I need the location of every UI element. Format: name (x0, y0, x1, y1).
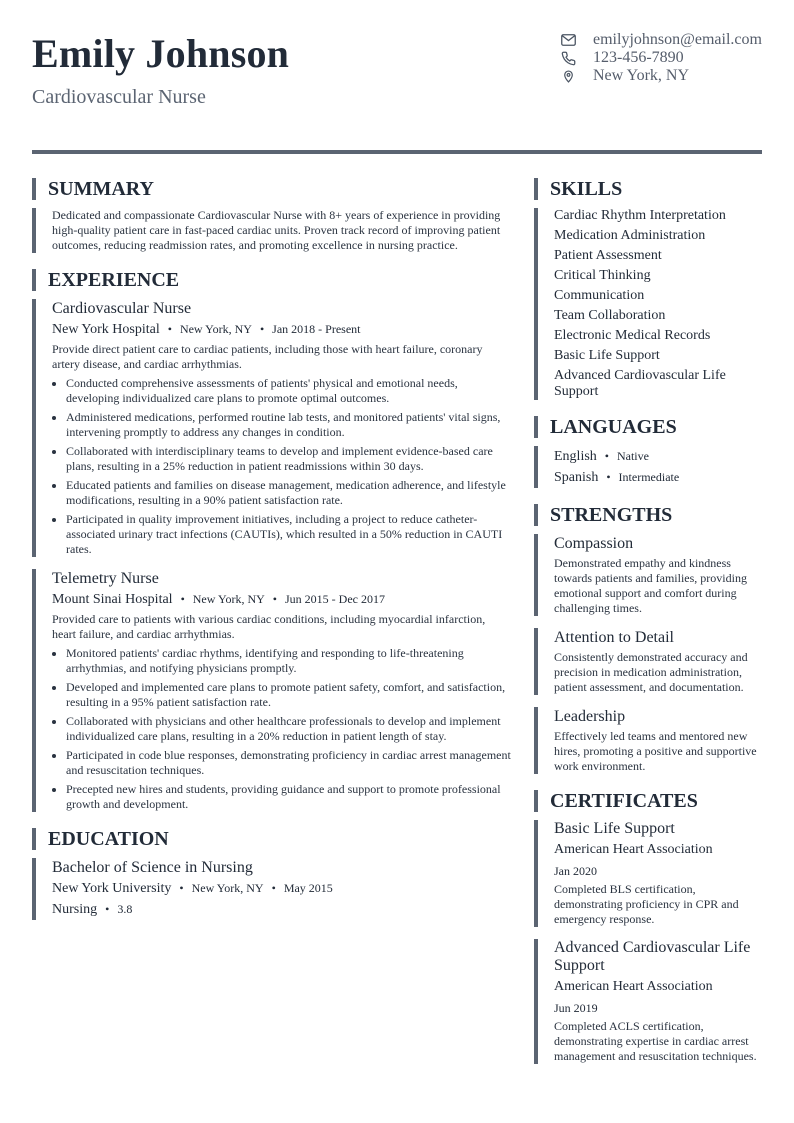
education-school: New York University (52, 881, 172, 896)
separator-dot: • (259, 322, 265, 336)
experience-entry (32, 299, 512, 557)
job-meta (52, 589, 512, 610)
job-meta (52, 319, 512, 340)
strength-text: Demonstrated empathy and kindness towards patients and families, providing emotional support and comfort during challenging times. (554, 556, 747, 615)
certificate-title: Advanced Cardiovascular Life Support (554, 939, 751, 974)
strength-entry (534, 707, 762, 774)
strength-text: Effectively led teams and mentored new hires, promoting a positive and supportive work environment. (554, 729, 757, 773)
language-level: Intermediate (618, 470, 680, 484)
separator-dot: • (180, 592, 185, 606)
resume-header (32, 0, 762, 152)
location-pin-icon (560, 68, 577, 84)
job-bullets (52, 376, 512, 557)
job-employer: New York Hospital (52, 322, 160, 337)
certificate-org: American Heart Association (554, 979, 713, 994)
certificate-text: Completed ACLS certification, demonstrating expertise in cardiac arrest management and resuscitation techniques. (554, 1019, 757, 1063)
education-degree: Bachelor of Science in Nursing (52, 859, 253, 876)
job-bullet: • Monitored patients' cardiac rhythms, identifying and responding to life-threatening arrhythmias, and notifying physicians promptly. (66, 646, 512, 676)
experience-heading: EXPERIENCE (32, 269, 512, 291)
envelope-icon (560, 32, 577, 48)
job-dates: Jun 2015 - Dec 2017 (284, 592, 385, 606)
certificate-entry (534, 820, 762, 927)
experience-entry (32, 569, 512, 812)
job-bullet: • Participated in code blue responses, demonstrating proficiency in cardiac arrest management and resuscitation techniques. (66, 748, 512, 778)
certificate-org: American Heart Association (554, 842, 713, 857)
location-text: New York, NY (593, 67, 690, 84)
skill-item: Patient Assessment (554, 248, 662, 263)
summary-text: Dedicated and compassionate Cardiovascular Nurse with 8+ years of experience in providing high-quality patient care in fast-paced cardiac units. Proven track record of improving patient outcomes, reducing readmission rates, and promoting excellence in nursing practice. (52, 208, 501, 252)
contact-email[interactable] (560, 31, 762, 49)
strength-entry (534, 534, 762, 616)
skill-item: Team Collaboration (554, 308, 666, 323)
education-date: May 2015 (283, 881, 333, 895)
candidate-title: Cardiovascular Nurse (32, 86, 206, 108)
education-field-row (52, 899, 512, 920)
education-entry (32, 858, 512, 920)
header-divider (32, 150, 762, 154)
job-location: New York, NY (192, 592, 265, 606)
certificate-title: Basic Life Support (554, 820, 675, 837)
job-bullets (52, 646, 512, 812)
skill-item: Advanced Cardiovascular Life Support (554, 368, 726, 399)
languages-list (534, 446, 762, 488)
strengths-heading: STRENGTHS (534, 504, 762, 526)
certificates-heading: CERTIFICATES (534, 790, 762, 812)
language-item (554, 467, 762, 488)
job-employer: Mount Sinai Hospital (52, 592, 173, 607)
job-bullet: • Administered medications, performed routine lab tests, and monitored patients' vital signs, intervening promptly to address any changes in condition. (66, 410, 512, 440)
right-column (534, 178, 762, 1064)
job-bullet: • Collaborated with interdisciplinary teams to develop and implement evidence-based care plans, resulting in a 25% reduction in patient readmissions within 30 days. (66, 444, 512, 474)
contact-phone[interactable] (560, 49, 762, 67)
education-heading: EDUCATION (32, 828, 512, 850)
education-gpa: 3.8 (117, 902, 133, 916)
contact-info (560, 31, 762, 85)
phone-icon (560, 50, 577, 66)
strength-title: Attention to Detail (554, 629, 674, 646)
job-bullet: • Participated in quality improvement initiatives, including a project to reduce catheter-associated urinary tract infections (CAUTIs), which resulted in a 50% reduction in CAUTI rates. (66, 512, 512, 557)
job-bullet: • Collaborated with physicians and other healthcare professionals to develop and implement individualized care plans, resulting in a 20% reduction in patient length of stay. (66, 714, 512, 744)
separator-dot: • (271, 881, 276, 895)
skill-item: Communication (554, 288, 645, 303)
certificate-date: Jun 2019 (554, 1001, 598, 1015)
email-text: emilyjohnson@email.com (593, 31, 762, 48)
education-meta (52, 878, 512, 899)
job-dates: Jan 2018 - Present (272, 322, 361, 336)
separator-dot: • (604, 449, 609, 463)
language-item (554, 446, 762, 467)
contact-location (560, 67, 762, 85)
resume-page (32, 0, 762, 1063)
skills-list (534, 208, 762, 400)
separator-dot: • (272, 592, 277, 606)
certificate-text: Completed BLS certification, demonstrating proficiency in CPR and emergency response. (554, 882, 739, 926)
candidate-name: Emily Johnson (32, 31, 290, 76)
strength-title: Leadership (554, 708, 626, 725)
skill-item: Electronic Medical Records (554, 328, 711, 343)
language-name: Spanish (554, 470, 599, 485)
skills-heading: SKILLS (534, 178, 762, 200)
strength-text: Consistently demonstrated accuracy and precision in medication administration, patient assessment, and documentation. (554, 650, 748, 694)
certificate-entry (534, 939, 762, 1064)
education-location: New York, NY (191, 881, 264, 895)
job-bullet: • Developed and implemented care plans to promote patient safety, comfort, and satisfaction, resulting in a 95% patient satisfaction rate. (66, 680, 512, 710)
job-bullet: • Precepted new hires and students, providing guidance and support to promote professional growth and development. (66, 782, 512, 812)
skill-item: Medication Administration (554, 228, 706, 243)
certificate-date: Jan 2020 (554, 864, 597, 878)
phone-text: 123-456-7890 (593, 49, 684, 66)
job-bullet: • Educated patients and families on disease management, medication adherence, and lifestyle modifications, resulting in a 90% patient satisfaction rate. (66, 478, 512, 508)
separator-dot: • (167, 322, 172, 336)
job-role: Telemetry Nurse (52, 570, 159, 587)
strength-title: Compassion (554, 535, 634, 552)
languages-heading: LANGUAGES (534, 416, 762, 438)
skill-item: Basic Life Support (554, 348, 660, 363)
left-column (32, 178, 512, 920)
summary-heading: SUMMARY (32, 178, 512, 200)
language-level: Native (616, 449, 649, 463)
skill-item: Critical Thinking (554, 268, 651, 283)
strength-entry (534, 628, 762, 695)
job-location: New York, NY (179, 322, 252, 336)
separator-dot: • (606, 470, 611, 484)
job-role: Cardiovascular Nurse (52, 300, 192, 317)
separator-dot: • (105, 902, 110, 916)
summary-section (32, 208, 512, 253)
language-name: English (554, 449, 597, 464)
separator-dot: • (179, 881, 184, 895)
job-description: Provided care to patients with various cardiac conditions, including myocardial infarction, heart failure, and cardiac arrhythmias. (52, 612, 486, 641)
education-field: Nursing (52, 902, 98, 917)
job-bullet: • Conducted comprehensive assessments of patients' physical and emotional needs, developing individualized care plans to promote optimal outcomes. (66, 376, 512, 406)
job-description: Provide direct patient care to cardiac patients, including those with heart failure, coronary artery disease, and cardiac arrhythmias. (52, 342, 483, 371)
skill-item: Cardiac Rhythm Interpretation (554, 208, 726, 223)
